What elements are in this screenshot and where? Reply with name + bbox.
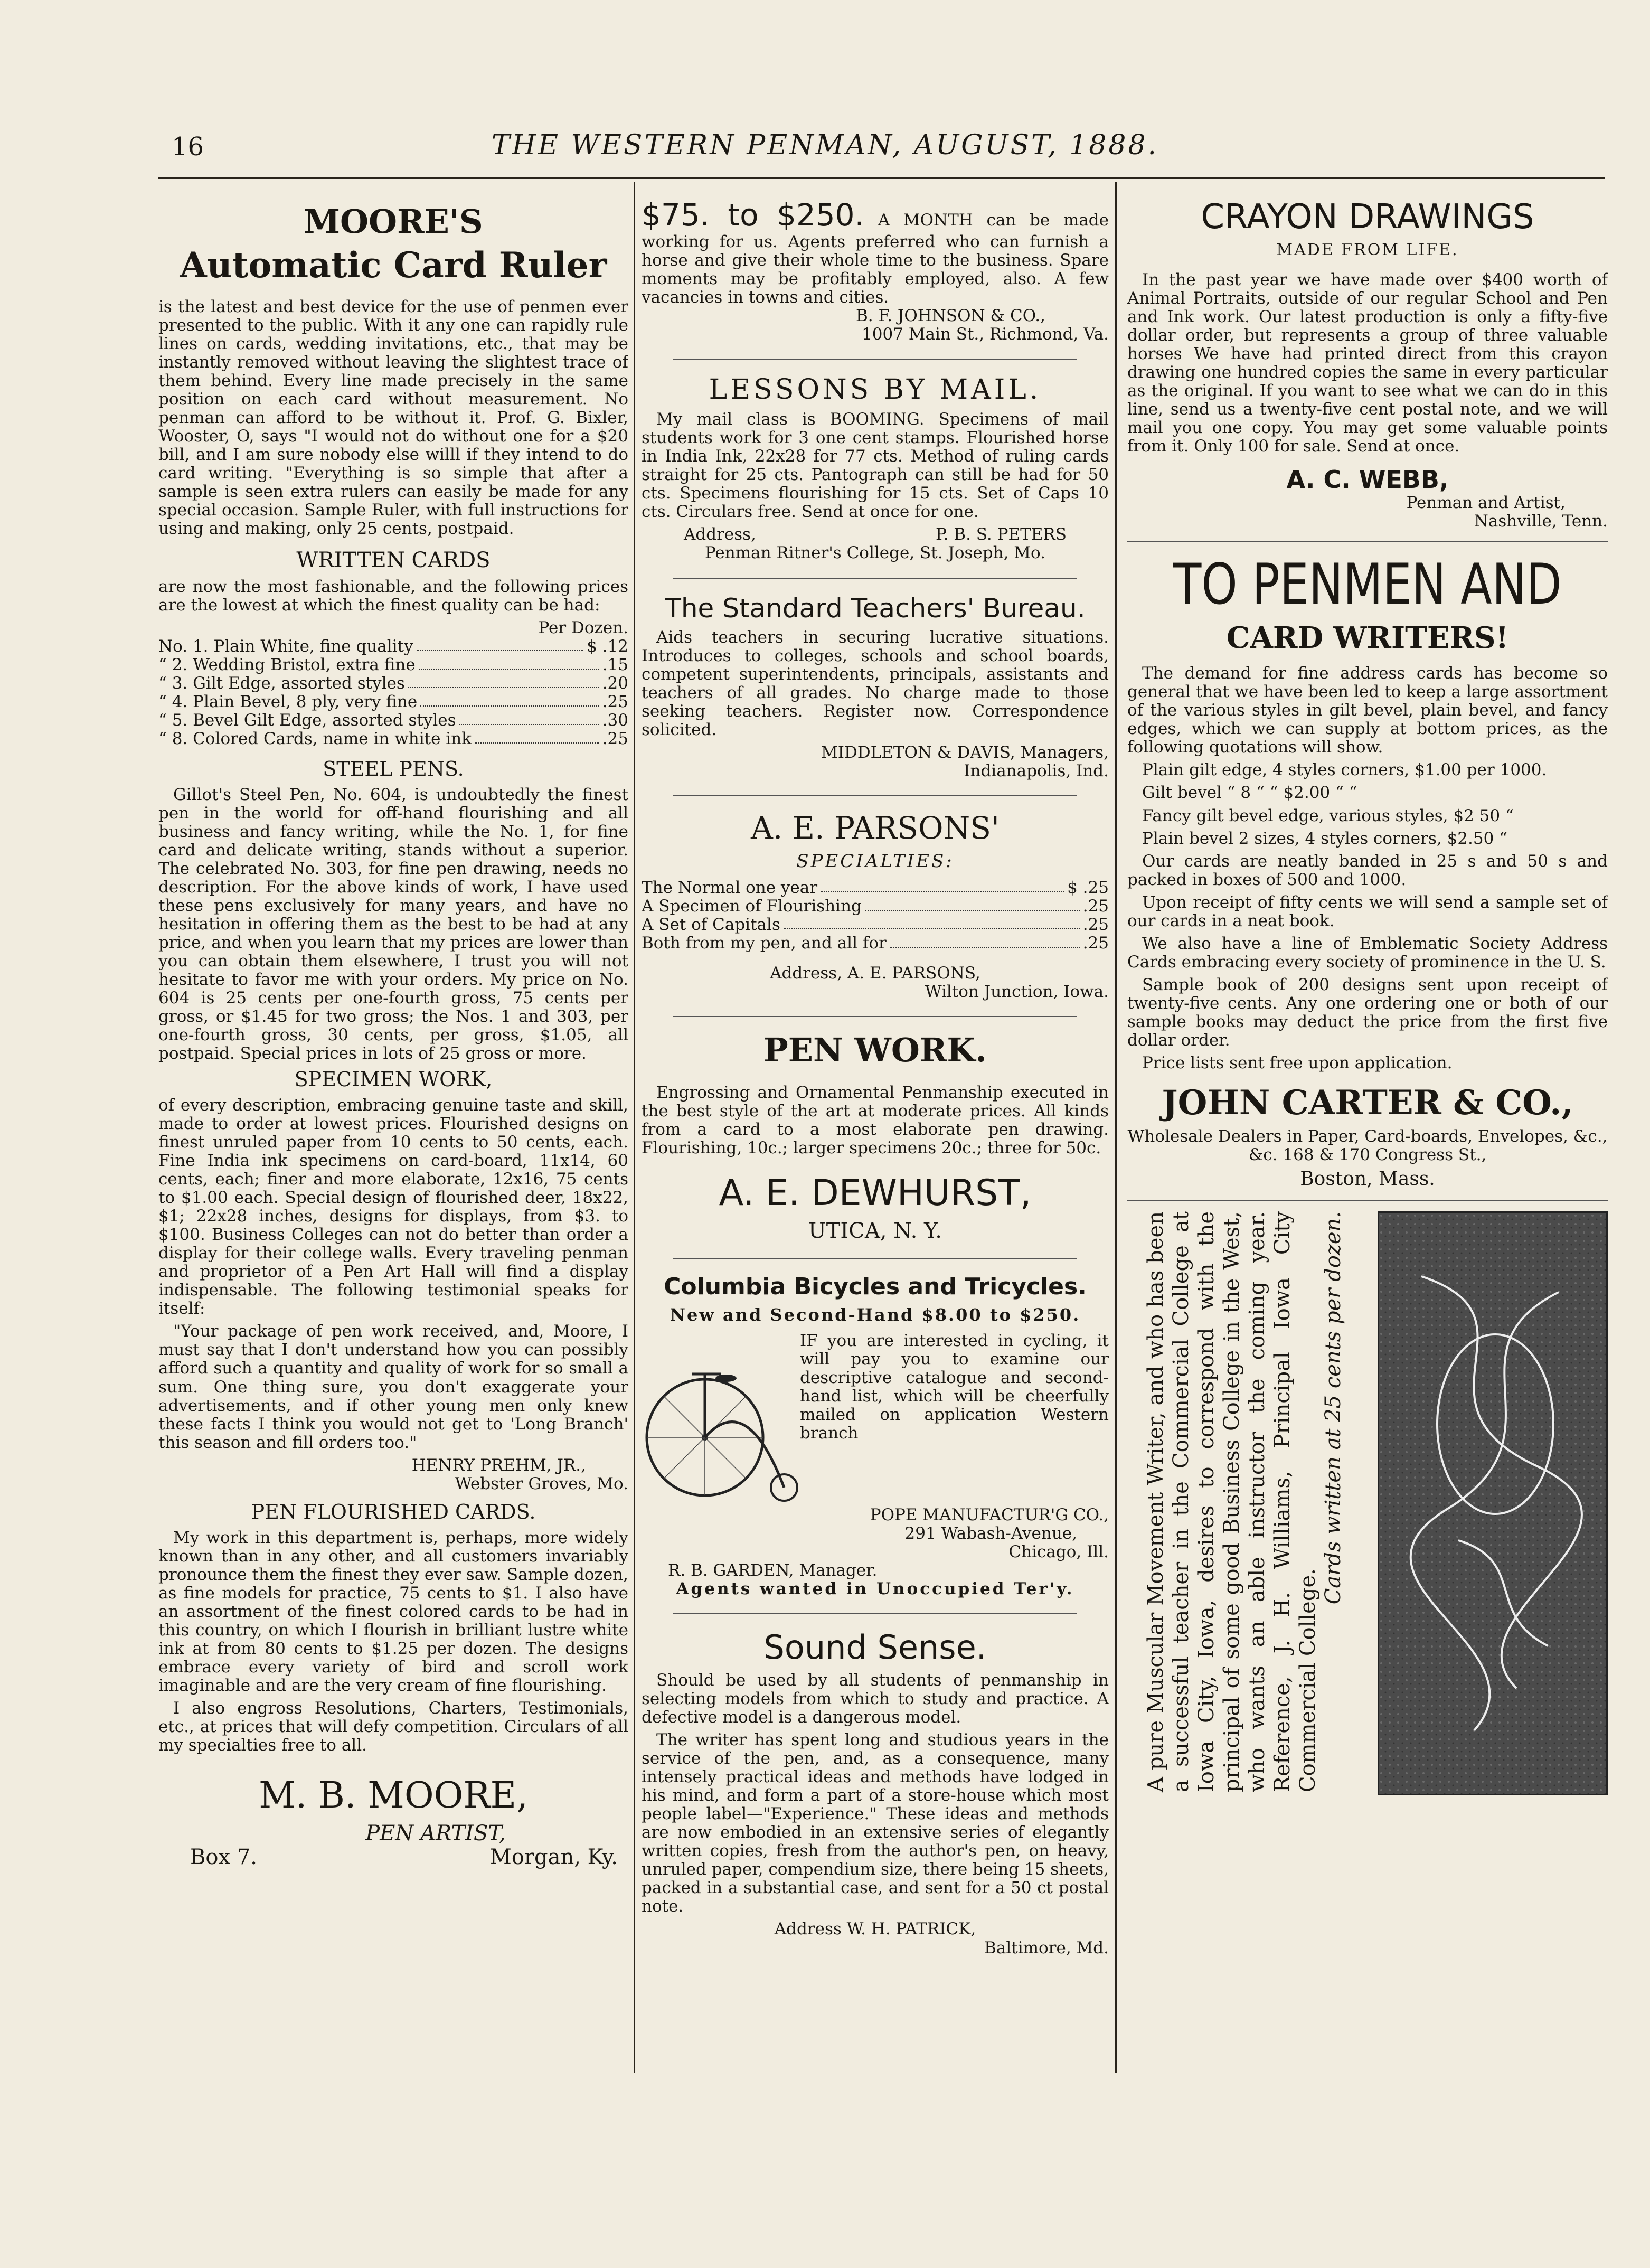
vertical-ad-text (1143, 1211, 1365, 1792)
bicycle-illustration (642, 1332, 800, 1506)
penmen-quote-2: Gilt bevel “ 8 “ “ $2.00 “ “ (1142, 783, 1357, 803)
webb-name: A. C. WEBB, (1286, 465, 1449, 494)
moore-subtitle: Automatic Card Ruler (180, 244, 607, 286)
crayon-subheading: MADE FROM LIFE. (1276, 241, 1459, 260)
columbia-address-2: Chicago, Ill. (1008, 1542, 1109, 1562)
separator (673, 795, 1077, 796)
header-rule (158, 177, 1605, 179)
columbia-agents: Agents wanted in Unoccupied Ter'y. (676, 1579, 1074, 1599)
steel-pens-heading: STEEL PENS. (323, 757, 464, 781)
dewhurst-name: A. E. DEWHURST, (719, 1172, 1032, 1215)
penmen-quote-8: Sample book of 200 designs sent upon receipt of twenty-five cents. Any one ordering one or both of our sample books may deduct the price from the first five dollar order. (1127, 975, 1608, 1050)
item-name: A Set of Capitals (642, 915, 780, 935)
parsons-row (642, 934, 1109, 953)
card-name: Plain Bevel, 8 ply, very fine (193, 692, 418, 712)
moore-town: Morgan, Ky. (489, 1844, 618, 1869)
sound-sense-body-2: The writer has spent long and studious years in the service of the pen, and, as a consequence, many intensely practical ideas and methods have lodged in his mind, and form a part of a store-house which most people label—"Experience." These ideas and methods are now embodied in an extensive series of elegantly written copies, fresh from the author's pen, on heavy, unruled paper, compendium size, there being 15 sheets, packed in a substantial case, and sent for a 50 ct postal note. (642, 1730, 1109, 1916)
sound-sense-place: Baltimore, Md. (984, 1938, 1109, 1958)
item-price: .25 (1082, 897, 1109, 916)
carter-place: Boston, Mass. (1300, 1168, 1435, 1190)
month-sig-company: B. F. JOHNSON & CO., (856, 306, 1045, 325)
sound-sense-heading: Sound Sense. (763, 1628, 987, 1667)
bureau-place: Indianapolis, Ind. (964, 761, 1109, 781)
column-divider-1 (634, 182, 635, 2073)
webb-title: Penman and Artist, (1406, 493, 1566, 513)
address-name: P. B. S. PETERS (936, 525, 1067, 544)
columbia-body: IF you are interested in cycling, it will pay you to examine our descriptive catalogue and second-hand list, which will be cheerfully mailed on application Western branch (800, 1331, 1109, 1443)
card-number: No. 1. (158, 637, 209, 656)
carter-body: Wholesale Dealers in Paper, Card-boards, Envelopes, &c., &c. 168 & 170 Congress St., (1127, 1127, 1608, 1165)
columbia-ad (642, 1332, 1109, 1506)
card-writers-heading: CARD WRITERS! (1226, 620, 1509, 656)
moore-signature: M. B. MOORE, (259, 1774, 528, 1817)
penmen-quote-6: Upon receipt of fifty cents we will send a sample set of our cards in a neat book. (1127, 892, 1608, 930)
parsons-row (642, 897, 1109, 916)
specimen-work-body: of every description, embracing genuine taste and skill, made to order at lowest prices. Flourished designs on finest unruled paper from 10 cents to 50 cents, each. Fine India ink specimens on card-board, 11x14, 60 cents, each; finer and more elaborate, 12x16, 75 cents to $1.00 each. Special design of flourished deer, 18x22, $1; 22x28 inches, designs for displays, from $3. to $100. Business Colleges can not do better than order a display for their college walls. Every traveling penman and proprietor of a Pen Art Hall will find a display indispensable. The following testimonial speaks for itself: (158, 1096, 628, 1319)
item-name: The Normal one year (642, 878, 818, 898)
card-price-list (158, 637, 628, 748)
column-2 (642, 187, 1109, 2173)
moore-title-line: PEN ARTIST, (365, 1821, 506, 1846)
dewhurst-place: UTICA, N. Y. (808, 1219, 942, 1244)
penmen-heading: TO PENMEN AND (1173, 552, 1562, 617)
separator (673, 359, 1077, 360)
card-price-row (158, 637, 628, 656)
box-number: Box 7. (190, 1844, 257, 1869)
lessons-place: Penman Ritner's College, St. Joseph, Mo. (704, 543, 1046, 563)
lessons-heading: LESSONS BY MAIL. (709, 373, 1042, 406)
separator (673, 1258, 1077, 1259)
parsons-row (642, 879, 1109, 897)
testimonial-location: Webster Groves, Mo. (455, 1474, 628, 1493)
testimonial: "Your package of pen work received, and, Moore, I must say that I don't understand how you can possibly afford such a quantity and quality of work for so small a sum. One thing sure, you don't exaggerate your advertisements, and if other young men only knew these facts I think you would not get to 'Long Branch' this season and fill orders too." (158, 1322, 628, 1452)
webb-place: Nashville, Tenn. (1474, 512, 1608, 531)
sound-sense-body-1: Should be used by all students of penmanship in selecting models from which to study and practice. A defective model is a dangerous model. (642, 1671, 1109, 1727)
crayon-heading: CRAYON DRAWINGS (1201, 197, 1534, 237)
card-name: Plain White, fine quality (213, 637, 413, 656)
month-body: A MONTH can be made working for us. Agents preferred who can furnish a horse and give their whole time to the business. Spare moments may be profitably employed, also. A few vacancies in towns and cities. (642, 211, 1109, 307)
card-price-row (158, 693, 628, 711)
steel-pens-body: Gillot's Steel Pen, No. 604, is undoubtedly the finest pen in the world for off-hand flourishing and all business and fancy writing, while the No. 1, for fine card and delicate writing, stands without a superior. The celebrated No. 303, for fine pen drawing, needs no description. For the above kinds of work, I have used these pens exclusively for many years, and have no hesitation in offering them as the best to be had at any price, and when you learn that my prices are lower than you can obtain them elsewhere, I trust you will not hesitate to favor me with your orders. My price on No. 604 is 25 cents per one-fourth gross, 75 cents per gross, or $1.45 for two gross; the Nos. 1 and 303, per one-fourth gross, 30 cents, per gross, $1.05, all postpaid. Special prices in lots of 25 gross or more. (158, 785, 628, 1064)
pen-work-body: Engrossing and Ornamental Penmanship executed in the best style of the art at moderate prices. All kinds from a card to a most elaborate pen drawing. Flourishing, 10c.; larger specimens 20c.; three for 50c. (642, 1083, 1109, 1158)
card-number: “ 2. (158, 655, 188, 675)
pen-flourished-body: My work in this department is, perhaps, more widely known than in any other, and all customers invariably pronounce them the finest they ever saw. Sample dozen, as fine models for practice, 75 cents to $1. I also have an assortment of the finest colored cards to be had in this country, on which I flourish in brilliant lustre white ink at from 80 cents to $1.25 per dozen. The designs embrace every variety of bird and scroll work imaginable and are the very cream of fine flourishing. (158, 1528, 628, 1695)
separator (1127, 541, 1608, 542)
card-number: “ 4. (158, 692, 188, 712)
vertical-ad-body: A pure Muscular Movement Writer, and who has been a successful teacher in the Commercial College at Iowa City, Iowa, desires to correspond with the principal of some good Business College in the West, who wants an able instructor the coming year. Reference, J. H. Williams, Principal Iowa City Commercial College. (1144, 1211, 1320, 1792)
columbia-address-1: 291 Wabash-Avenue, (904, 1524, 1077, 1544)
card-price: .25 (602, 692, 628, 712)
separator (1127, 1200, 1608, 1201)
card-number: “ 8. (158, 729, 188, 749)
parsons-place: Wilton Junction, Iowa. (925, 982, 1109, 1002)
columbia-subheading: New and Second-Hand $8.00 to $250. (670, 1305, 1081, 1325)
columbia-company: POPE MANUFACTUR'G CO., (870, 1505, 1109, 1525)
penmen-body: The demand for fine address cards has become so general that we have been led to keep a large assortment of the various styles in gilt bevel, plain bevel, and fancy edges, which we can supply at bottom prices, as the following quotations will show. (1127, 664, 1608, 757)
parsons-address: Address, A. E. PARSONS, (770, 964, 980, 983)
separator (673, 578, 1077, 579)
card-price: $ .12 (587, 637, 628, 656)
item-price: .25 (1082, 934, 1109, 953)
card-price-row (158, 730, 628, 748)
bureau-heading: The Standard Teachers' Bureau. (665, 592, 1086, 624)
card-price: .25 (602, 729, 628, 749)
card-price: .30 (602, 711, 628, 730)
testimonial-signature: HENRY PREHM, JR., (411, 1455, 586, 1475)
penmen-quote-1: Plain gilt edge, 4 styles corners, $1.00 per 1000. (1142, 760, 1547, 780)
crayon-body: In the past year we have made over $400 worth of Animal Portraits, outside of our regular School and Pen and Ink work. Our latest production is only a fifty-five dollar order, but represents a group of three valuable horses We have had printed direct from this crayon drawing one hundred copies the same in every particular as the original. If you want to see what we can do in this line, send us a twenty-five cent postal note, and we will mail you one copy. You may get some valuable points from it. Only 100 for sale. Send at once. (1127, 270, 1608, 456)
item-name: Both from my pen, and all for (642, 934, 887, 953)
month-ad (642, 198, 1109, 307)
card-price: .15 (602, 655, 628, 675)
item-name: A Specimen of Flourishing (642, 897, 862, 916)
card-name: Wedding Bristol, extra fine (193, 655, 416, 675)
address-label: Address, (684, 525, 756, 544)
separator (673, 1613, 1077, 1614)
specimen-work-heading: SPECIMEN WORK, (294, 1068, 493, 1091)
moore-title: MOORE'S (304, 202, 483, 241)
card-name: Gilt Edge, assorted styles (193, 674, 405, 693)
penmen-quote-9: Price lists sent free upon application. (1142, 1053, 1453, 1072)
vertical-ad (1127, 1211, 1608, 1792)
penmen-quote-5: Our cards are neatly banded in 25 s and 50 s and packed in boxes of 500 and 1000. (1127, 851, 1608, 889)
bureau-body: Aids teachers in securing lucrative situations. Introduces to colleges, schools and school boards, competent superintendents, principals, assistants and teachers of all grades. No charge made to those seeking teachers. Register now. Correspondence solicited. (642, 628, 1109, 740)
carter-name: JOHN CARTER & CO., (1162, 1083, 1573, 1123)
card-price-row (158, 674, 628, 693)
moore-body: is the latest and best device for the use of penmen ever presented to the public. With it any one can rapidly rule lines on cards, wedding invitations, etc., that may be instantly removed without leaving the slightest trace of them behind. Every line made precisely in the same position on each card without measurement. No penman can afford to be without it. Prof. G. Bixler, Wooster, O, says "I would not do without one for a $20 bill, and I am sure nobody else willl if they intend to do card writing. "Everything is so simple that after a sample is seen extra rulers can easily be made for any special occasion. Sample Ruler, with full instructions for using and making, only 25 cents, postpaid. (158, 297, 628, 538)
bureau-sig: MIDDLETON & DAVIS, Managers, (821, 743, 1109, 763)
columbia-heading: Columbia Bicycles and Tricycles. (664, 1273, 1087, 1301)
page-number: 16 (172, 132, 204, 162)
card-number: “ 3. (158, 674, 188, 693)
parsons-row (642, 916, 1109, 934)
card-price-row (158, 656, 628, 674)
card-number: “ 5. (158, 711, 188, 730)
separator (673, 1016, 1077, 1017)
month-price: $75. to $250. (642, 197, 864, 233)
engrossing-body: I also engross Resolutions, Charters, Testimonials, etc., at prices that will defy competition. Circulars of all my specialties free to all. (158, 1698, 628, 1755)
card-price: .20 (602, 674, 628, 693)
penmen-quote-7: We also have a line of Emblematic Society Address Cards embracing every society of prominence in the U. S. (1127, 934, 1608, 972)
columbia-manager: R. B. GARDEN, Manager. (668, 1561, 878, 1580)
item-price: $ .25 (1067, 878, 1109, 898)
column-3 (1127, 187, 1608, 2173)
lessons-address (642, 525, 1109, 544)
penmen-quote-3: Fancy gilt bevel edge, various styles, $2 50 “ (1142, 806, 1514, 825)
flourished-card-image (1378, 1211, 1608, 1795)
written-cards-intro: are now the most fashionable, and the following prices are the lowest at which the finest quality can be had: (158, 577, 628, 615)
item-price: .25 (1082, 915, 1109, 935)
per-dozen-label: Per Dozen. (538, 618, 628, 638)
written-cards-heading: WRITTEN CARDS (296, 548, 491, 572)
parsons-heading: A. E. PARSONS' (751, 810, 1000, 846)
card-name: Colored Cards, name in white ink (193, 729, 472, 749)
card-name: Bevel Gilt Edge, assorted styles (193, 711, 456, 730)
moore-address (158, 1846, 628, 1869)
page-title: THE WESTERN PENMAN, AUGUST, 1888. (491, 129, 1159, 161)
pen-work-heading: PEN WORK. (763, 1031, 987, 1070)
penmen-quote-4: Plain bevel 2 sizes, 4 styles corners, $2.50 “ (1142, 829, 1508, 848)
lessons-body: My mail class is BOOMING. Specimens of mail students work for 3 one cent stamps. Flourished horse in India Ink, 22x28 for 77 cts. Method of ruling cards straight for 25 cts. Pantograph can still be had for 50 cts. Specimens flourishing for 15 cts. Set of Caps 10 cts. Circulars free. Send at once for one. (642, 410, 1109, 522)
sound-sense-address: Address W. H. PATRICK, (774, 1919, 976, 1939)
card-price-row (158, 711, 628, 730)
vertical-ad-note: Cards written at 25 cents per dozen. (1321, 1211, 1345, 1605)
column-divider-2 (1115, 182, 1117, 2073)
month-sig-address: 1007 Main St., Richmond, Va. (862, 324, 1109, 344)
parsons-price-list (642, 879, 1109, 953)
parsons-subheading: SPECIALTIES: (796, 850, 954, 872)
pen-flourished-heading: PEN FLOURISHED CARDS. (251, 1500, 536, 1523)
column-1 (158, 187, 628, 2173)
